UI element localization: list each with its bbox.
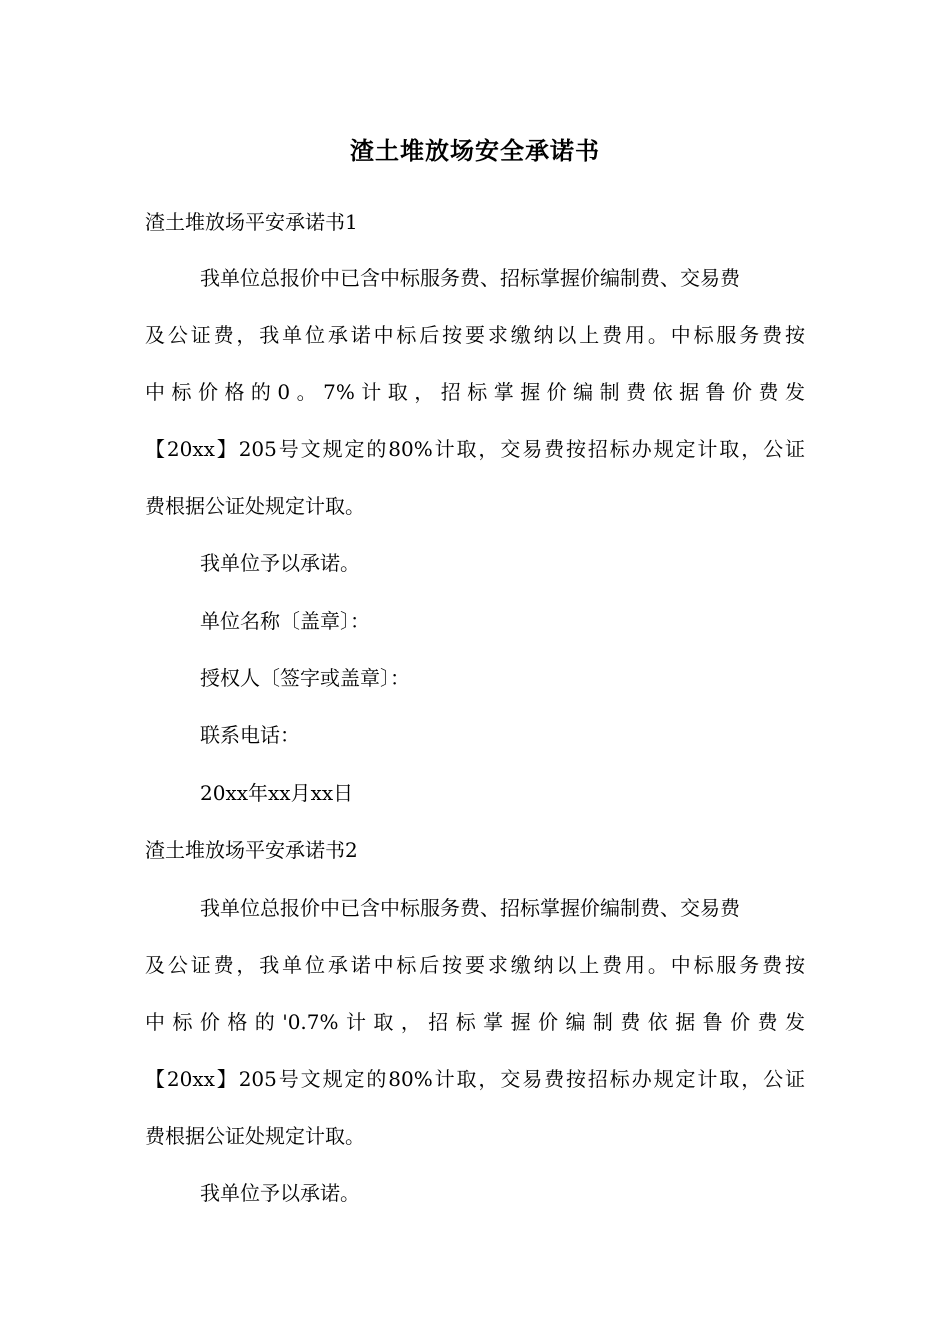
section-1-paragraph-line-2: 及公证费，我单位承诺中标后按要求缴纳以上费用。中标服务费按: [145, 323, 805, 347]
unit-name-label: 单位名称〔盖章〕：: [200, 609, 370, 633]
document-title: 渣土堆放场安全承诺书: [350, 136, 600, 165]
authorized-person-label: 授权人〔签字或盖章〕：: [200, 666, 410, 690]
section-2-heading: 渣土堆放场平安承诺书2: [145, 838, 358, 862]
section-1-promise: 我单位予以承诺。: [200, 551, 360, 575]
section-1-paragraph-line-5: 费根据公证处规定计取。: [145, 494, 365, 518]
section-1-paragraph-line-1: 我单位总报价中已含中标服务费、招标掌握价编制费、交易费: [200, 266, 740, 290]
section-2-promise: 我单位予以承诺。: [200, 1181, 360, 1205]
section-2-paragraph-line-4: 【20xx】205号文规定的80%计取，交易费按招标办规定计取，公证: [145, 1067, 805, 1091]
section-2-paragraph-line-2: 及公证费，我单位承诺中标后按要求缴纳以上费用。中标服务费按: [145, 953, 805, 977]
date-line: 20xx年xx月xx日: [200, 781, 354, 805]
section-1-heading: 渣土堆放场平安承诺书1: [145, 210, 358, 234]
section-2-paragraph-line-1: 我单位总报价中已含中标服务费、招标掌握价编制费、交易费: [200, 896, 740, 920]
section-2-paragraph-line-3: 中标价格的'0.7%计取，招标掌握价编制费依据鲁价费发: [145, 1010, 805, 1034]
section-2-paragraph-line-5: 费根据公证处规定计取。: [145, 1124, 365, 1148]
phone-label: 联系电话：: [200, 723, 300, 747]
section-1-paragraph-line-3: 中标价格的0。7%计取，招标掌握价编制费依据鲁价费发: [145, 380, 805, 404]
section-1-paragraph-line-4: 【20xx】205号文规定的80%计取，交易费按招标办规定计取，公证: [145, 437, 805, 461]
